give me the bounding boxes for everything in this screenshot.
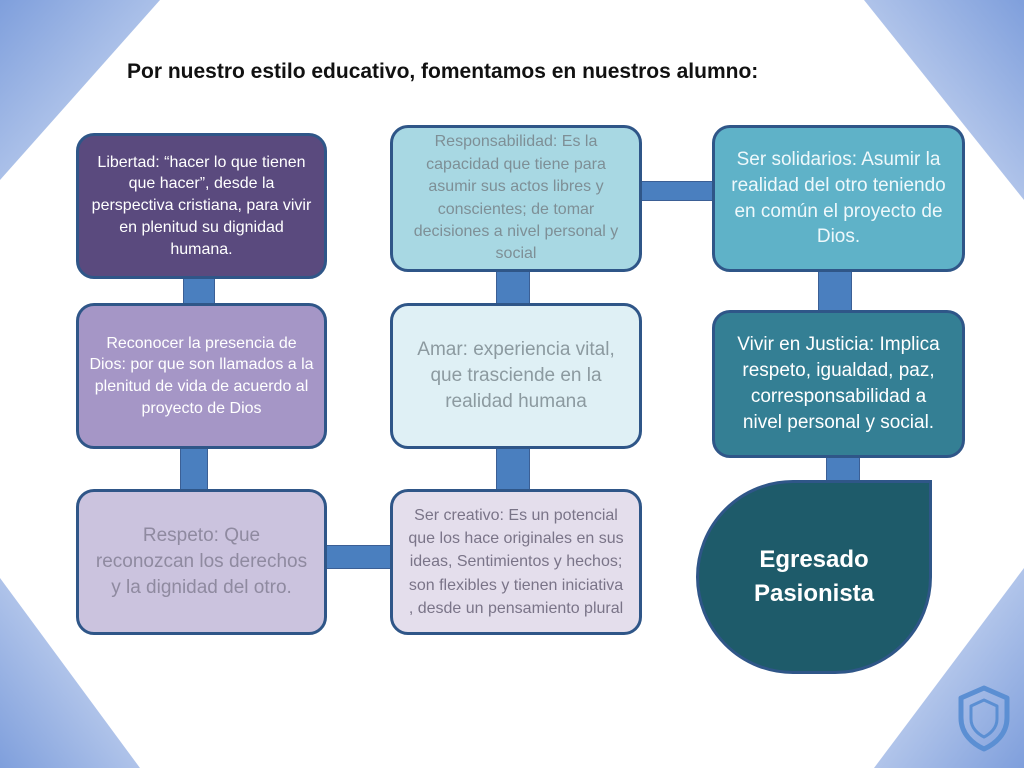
box-libertad [76, 133, 327, 279]
box-solidarios [712, 125, 965, 272]
connector-solidarios-justicia [818, 269, 852, 315]
box-amar [390, 303, 642, 449]
page-title: Por nuestro estilo educativo, fomentamos en nuestros alumno: [127, 60, 759, 83]
box-respeto [76, 489, 327, 635]
box-amar-text: Amar: experiencia vital, que trasciende en la realidad humana [417, 339, 615, 412]
connector-amar-responsabilidad [496, 268, 530, 308]
box-reconocer [76, 303, 327, 449]
egresado-line-2: Pasionista [753, 580, 875, 607]
box-respeto-text: Respeto: Que reconozcan los derechos y la dignidad del otro. [95, 525, 308, 598]
box-justicia-text: Vivir en Justicia: Implica respeto, igualdad, paz, corresponsabilidad a nivel personal y social. [737, 334, 940, 433]
connector-responsabilidad-solidarios [639, 181, 717, 201]
shield-icon [955, 684, 1013, 752]
box-creativo-text: Ser creativo: Es un potencial que los hace originales en sus ideas, Sentimientos y hechos; son flexibles y tienen iniciativa , desde un pensamiento plural [408, 507, 624, 617]
box-reconocer-text: Reconocer la presencia de Dios: por que son llamados a la plenitud de vida de acuerdo al proyecto de Dios [89, 334, 314, 417]
box-solidarios-text: Ser solidarios: Asumir la realidad del otro teniendo en común el proyecto de Dios. [731, 148, 946, 248]
box-responsabilidad [390, 125, 642, 272]
egresado-pasionista-node [696, 480, 932, 674]
connector-reconocer-respeto [180, 446, 208, 494]
box-justicia [712, 310, 965, 458]
connector-respeto-creativo [324, 545, 394, 569]
box-libertad-text: Libertad: “hacer lo que tienen que hacer”, desde la perspectiva cristiana, para vivir en plenitud su dignidad humana. [91, 153, 312, 258]
egresado-line-1: Egresado [759, 546, 869, 574]
box-responsabilidad-text: Responsabilidad: Es la capacidad que tiene para asumir sus actos libres y conscientes; de tomar decisiones a nivel personal y social [413, 133, 619, 263]
connector-creativo-amar [496, 446, 530, 494]
box-creativo [390, 489, 642, 635]
